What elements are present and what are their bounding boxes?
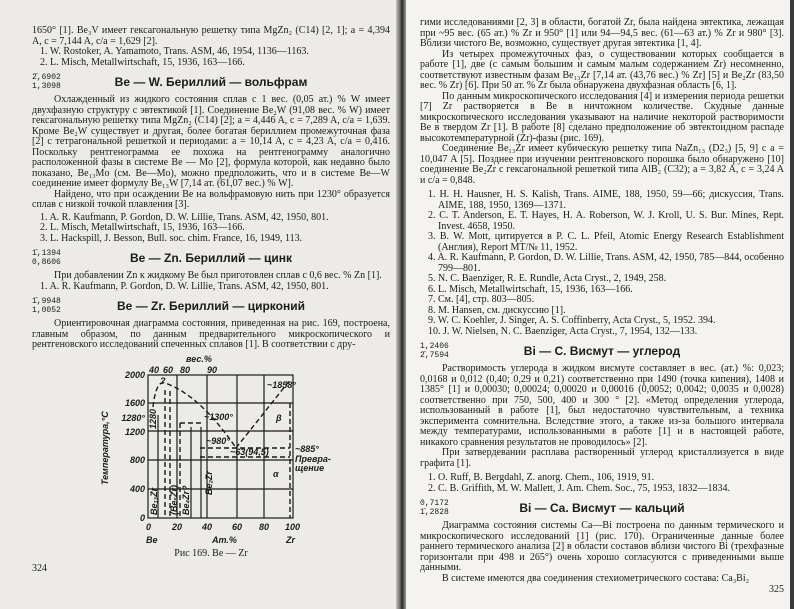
x-tick: 40 <box>202 521 213 532</box>
x-right-element: Zr <box>286 534 295 545</box>
paragraph: Диаграмма состояния системы Ca—Bi построена по данным термического и микроскопического исследований [1] (рис. 170). Ограниченные данные более раннего термического анализа [2] в области составов вблизи чистого Bi (трехфазные горизонтали при 498 и 265°) очень хорошо согласуются с приведенными выше данными. <box>420 520 784 573</box>
paragraph: Растворимость углерода в жидком висмуте составляет в вес. (ат.) %: 0,023; 0,0168 и 0,012 (0,40; 0,29 и 0,21) соответственно при 1490 (точка кипения), 1408 и 1385° [1] и 0,00030; 0,00024; 0,00020 и 0,00016 (0,0052; 0,0042; 0,0035 и 0,0028) соответственно при 750, 500, 400 и 300 ° [2]. «Метод определения углерода, использованный в работе [1], был недостаточно чувствительным, а техника эксперимента сомнительна. Вследствие этого, а также из-за большого интервала между температурами, использованными в работе [1] и в настоящей работе, никакого сравнения результатов не проводилось» [2]. <box>420 363 784 448</box>
annotation: ~885° <box>295 443 319 454</box>
reference: 3. B. W. Mott, цитируется в P. C. L. Pfeil, Atomic Energy Research Establishment (Англия), Report MT/№ 11, 1952. <box>428 231 784 253</box>
reference: 1. W. Rostoker, A. Yamamoto, Trans. ASM, 46, 1954, 1136—1163. <box>40 46 309 57</box>
paragraph: По данным микроскопического исследования [4] и измерения периода решетки [7] Zr растворяется в Be в ничтожном количестве. Скудные данные микроскопического исследования указывают на наличие некоторой растворимости Be в твердом Zr [1]. В работе [8] сделано предположение об эвтектоидном распаде высокотемпературной (Zr)-фазы (рис. 169). <box>420 90 784 144</box>
reference: 4. A. R. Kaufmann, P. Gordon, D. W. Lillie, Trans. ASM, 42, 1950, 785—844, особенно 799—801. <box>428 252 784 274</box>
top-tick: 90 <box>207 364 218 375</box>
annotation: ? <box>160 375 166 386</box>
y-tick: 1280° <box>121 412 145 423</box>
reference: 2. L. Misch, Metallwirtschaft, 15, 1936, 163—166. <box>40 56 245 68</box>
annotation: ~1300° <box>204 411 233 422</box>
section-header-be-zr <box>32 297 390 315</box>
x-tick: 100 <box>285 521 301 532</box>
annotation: ~63(94,5) <box>230 446 269 457</box>
y-axis-label: Температура,°С <box>100 410 110 485</box>
paragraph: При затвердевании расплава растворенный углерод кристаллизуется в виде графита [1]. <box>420 447 784 469</box>
reference: 1. H. H. Hausner, H. S. Kalish, Trans. AIME, 188, 1950, 59—66; дискуссия, Trans. AIME, 188, 1950, 1369—1371. <box>428 189 784 211</box>
page-edge <box>790 0 794 609</box>
annotation: α <box>273 468 279 479</box>
annotation: щение <box>295 462 325 473</box>
annotation: Be₄Zr? <box>181 484 191 515</box>
paragraph: В системе имеются два соединения стехиометрического состава: Ca₃Bi₂ <box>442 572 750 584</box>
y-tick: 1600 <box>124 397 145 408</box>
phase-diagram-be-zr <box>95 353 355 548</box>
annotation: Be₁₃Zr <box>149 487 159 515</box>
reference: 2. C. B. Griffith, M. W. Mallett, J. Am. Chem. Soc., 75, 1953, 1832—1834. <box>428 482 731 494</box>
top-tick: 60 <box>163 364 174 375</box>
y-tick: 400 <box>129 483 145 494</box>
reference: 7. См. [4], стр. 803—805. <box>428 294 535 305</box>
annotation: ~980° <box>206 435 230 446</box>
x-tick: 0 <box>146 521 152 532</box>
log-value: 2̄,6902 1,3098 <box>32 73 61 91</box>
section-title-bi-c: Bi — C. Висмут — углерод <box>523 344 681 358</box>
paragraph: Из четырех промежуточных фаз, о существовании которых сообщается в работе [1], две (с самым большим и самым малым содержанием Zr) несомненно, соответствуют известным фазам Be₁₃Zr [7,14 ат. (43,76 вес.) % Zr] [5] и Be₂Zr (83,50 вес. % Zr) [6]. При 50 ат. % Zr была обнаружена двухфазная область [6, 1]. <box>420 48 784 91</box>
paragraph: Найдено, что при осаждении Be на вольфрамовую нить при 1230° образуется сплав с низкой точкой плавления [3]. <box>32 188 390 210</box>
reference: 2. C. T. Anderson, E. T. Hayes, H. A. Roberson, W. J. Kroll, U. S. Bur. Mines, Rept. Invest. 4658, 1950. <box>428 210 784 232</box>
annotation: (Be₅Zr) <box>169 484 179 515</box>
annotation: β <box>276 412 282 423</box>
page-number: 324 <box>32 562 47 574</box>
paragraph: Соединение Be₁₃Zr имеет кубическую решетку типа NaZn₁₃ (D2₃) [5, 9] с a = 10,047 A [5]. Позднее при изучении рентгеновского порошка было обнаружено [10] соединение Be₂Zr с гексагональной решеткой типа AlB₂ (C32); a = 3,82 A, c = 3,24 A и c/a = 0,848. <box>420 143 784 186</box>
x-left-element: Be <box>146 534 158 545</box>
reference: 8. M. Hansen, см. дискуссию [1]. <box>428 304 566 316</box>
book-gutter <box>396 0 406 609</box>
y-tick: 2000 <box>124 369 145 380</box>
page-number: 325 <box>769 584 784 595</box>
paragraph: гими исследованиями [2, 3] в области, богатой Zr, была найдена эвтектика, лежащая при ~95 вес. (65 ат.) % Zr и 950° [1] или 94—94,5 вес. (61—63 ат.) % Zr и 980° [3]. Вблизи чистого Be, возможно, существует другая эвтектика [1, 4]. <box>420 17 784 49</box>
section-title-be-w: Be — W. Бериллий — вольфрам <box>114 75 308 89</box>
right-page-column <box>420 18 784 596</box>
section-title-be-zr: Be — Zr. Бериллий — цирконий <box>117 299 305 313</box>
log-value: 1,2406 2̄,7594 <box>420 342 449 360</box>
reference: 1. A. R. Kaufmann, P. Gordon, D. W. Lillie, Trans. ASM, 42, 1950, 801. <box>40 211 329 223</box>
y-tick: 0 <box>139 512 145 523</box>
reference: 6. L. Misch, Metallwirtschaft, 15, 1936, 163—166. <box>428 283 633 295</box>
section-header-bi-c <box>420 342 784 360</box>
paragraph: Охлажденный из жидкого состояния сплав с 1 вес. (0,05 ат.) % W имеет двухфазную структуру с эвтектикой [1]. Соединение Be₂W (91,08 вес. % W) имеет гексагональную решетку типа MgZn₂ (C14) [2]; a = 4,446 A, c = 7,289 A, c/a = 1,639. Кроме Be₂W существует и другая, более богатая бериллием промежуточная фаза [2] с тетрагональной решеткой и периодами: a = 10,14 A, c = 4,23 A, c/a = 0,416. Поскольку рентгенограмма ее похожа на рентгенограмму аналогично расположенной фазы в системе Be — Mo [2], формула которой, как недавно было показано, Be₁₃Mo (см. Be—Mo), можно предположить, что и в системе Be—W соединение имеет формулу Be₁₃W [7,14 ат. (61,07 вес.) % W]. <box>32 94 390 189</box>
annotation: 1280 <box>148 408 158 429</box>
section-header-be-zn <box>32 249 390 267</box>
reference: 3. L. Hackspill, J. Besson, Bull. soc. chim. France, 16, 1949, 113. <box>40 232 303 244</box>
y-tick: 800 <box>129 454 145 465</box>
left-page-column <box>32 26 390 574</box>
figure-caption: Рис 169. Be — Zr <box>174 547 248 559</box>
top-tick: 40 <box>149 364 160 375</box>
section-header-bi-ca <box>420 499 784 517</box>
log-value: 1̄,1394 0,8606 <box>32 249 61 267</box>
top-axis-label: вес.% <box>186 353 212 364</box>
section-header-be-w <box>32 73 390 91</box>
y-tick: 1200 <box>124 426 145 437</box>
reference: 1. A. R. Kaufmann, P. Gordon, D. W. Lillie, Trans. ASM, 42, 1950, 801. <box>40 280 329 292</box>
annotation: Превра- <box>295 453 331 464</box>
annotation: Be₂Zr <box>204 470 214 495</box>
x-tick: 80 <box>259 521 270 532</box>
section-title-be-zn: Be — Zn. Бериллий — цинк <box>129 251 293 265</box>
reference: 10. J. W. Nielsen, N. C. Baenziger, Acta Cryst., 7, 1954, 132—133. <box>428 325 698 337</box>
section-title-bi-ca: Bi — Ca. Висмут — кальций <box>519 501 685 515</box>
top-tick: 80 <box>180 364 191 375</box>
be-zr-paragraph: Ориентировочная диаграмма состояния, приведенная на рис. 169, построена, главным образом, по данным предварительного микроскопического и рентгеновского исследований спеченных сплавов [1]. В соответствии с дру- <box>32 318 390 350</box>
reference: 1. O. Ruff, B. Bergdahl, Z. anorg. Chem., 106, 1919, 91. <box>428 472 655 483</box>
reference: 5. N. C. Baenziger, R. E. Rundle, Acta Cryst., 2, 1949, 258. <box>428 273 667 284</box>
annotation: ~1858° <box>267 379 296 390</box>
reference: 9. W. C. Koehler, J. Singer, A. S. Coffinberry, Acta Cryst., 5, 1952. 394. <box>428 315 716 326</box>
reference: 2. L. Misch, Metallwirtschaft, 15, 1936, 163—166. <box>40 222 245 233</box>
paragraph: При добавлении Zn к жидкому Be был приготовлен сплав с 0,6 вес. % Zn [1]. <box>54 270 382 281</box>
intro-paragraph: 1650° [1]. Be₃V имеет гексагональную решетку типа MgZn₂ (C14) [2, 1]; a = 4,394 A, c = 7,144 A, c/a = 1,629 [2]. <box>32 25 390 47</box>
x-tick: 20 <box>172 521 183 532</box>
log-value: 1̄,9948 1,0052 <box>32 297 61 315</box>
x-axis-label: Ат.% <box>212 534 237 545</box>
x-tick: 60 <box>232 521 243 532</box>
log-value: 0,7172 1̄,2828 <box>420 499 449 517</box>
